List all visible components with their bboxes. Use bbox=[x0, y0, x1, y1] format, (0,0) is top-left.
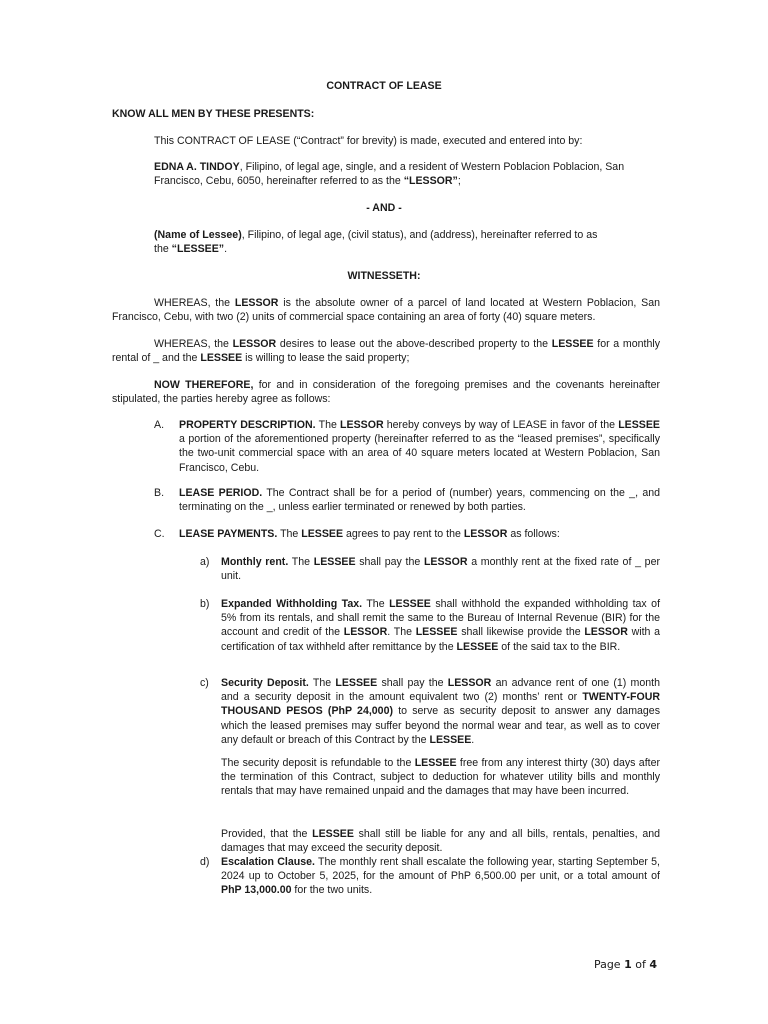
sub-c-b3: TWENTY-FOUR THOUSAND PESOS (PhP 24,000) bbox=[221, 691, 660, 718]
sub-d-heading: Escalation Clause. bbox=[221, 856, 315, 868]
item-a-t3: a portion of the aforementioned property (hereinafter referred to as the “leased premises”, specifically the two-unit commercial space with an area of 40 square meters located at Western Poblacion, San Francisco, Cebu. bbox=[179, 433, 660, 474]
sub-c-b2: LESSOR bbox=[447, 677, 492, 689]
sub-b-text bbox=[221, 597, 660, 654]
item-property-description bbox=[154, 418, 660, 475]
know-all-heading: KNOW ALL MEN BY THESE PRESENTS: bbox=[112, 108, 315, 120]
sub-b-b1: LESSEE bbox=[389, 598, 431, 610]
whereas1-text-c: is the absolute owner of a parcel of land located at Western Poblacion, San Francisco, Cebu, with two (2) units of commercial space containing an area of forty (40) square meters. bbox=[112, 297, 660, 324]
witnesseth-heading: WITNESSETH: bbox=[347, 270, 421, 282]
lessor-text: , Filipino, of legal age, single, and a resident of Western Poblacion Poblacion, San Francisco, Cebu, 6050, hereinafter referred to as the bbox=[154, 161, 625, 188]
page-number: 1 bbox=[624, 958, 632, 971]
sub-b-b2: LESSOR bbox=[343, 626, 388, 639]
refund-paragraph bbox=[221, 756, 660, 799]
sub-a-text bbox=[221, 555, 660, 583]
sub-b-b4: LESSOR bbox=[584, 626, 628, 639]
whereas1-text-a: WHEREAS, the bbox=[154, 297, 235, 309]
whereas2-lessor: LESSOR bbox=[232, 338, 277, 350]
lessor-name: EDNA A. TINDOY bbox=[154, 161, 240, 173]
lessee-text: , Filipino, of legal age, (civil status), and (address), hereinafter referred to as the bbox=[154, 229, 598, 256]
item-c-t3: as follows: bbox=[507, 528, 560, 540]
sub-c-text bbox=[221, 676, 660, 747]
item-b-body: The Contract shall be for a period of (number) years, commencing on the _, and terminating on the _, unless earlier terminated or renewed by both parties. bbox=[179, 487, 660, 514]
now-therefore-lead: NOW THEREFORE, bbox=[154, 379, 254, 391]
sub-c-heading: Security Deposit. bbox=[221, 677, 309, 689]
sub-a-t2: shall pay the bbox=[355, 556, 424, 568]
item-a-heading: PROPERTY DESCRIPTION. bbox=[179, 419, 316, 431]
item-a-marker: A. bbox=[154, 419, 165, 431]
item-c-text bbox=[179, 527, 660, 541]
of-word: of bbox=[631, 958, 650, 971]
whereas1-lessor: LESSOR bbox=[234, 297, 279, 309]
provided-b1: LESSEE bbox=[312, 828, 354, 840]
item-a-t1: The bbox=[315, 419, 341, 431]
lessor-paragraph bbox=[154, 160, 660, 188]
sub-withholding-tax bbox=[200, 597, 660, 654]
page-footer bbox=[594, 958, 657, 972]
item-b-text bbox=[179, 486, 660, 514]
lessor-end: ; bbox=[457, 175, 461, 188]
item-lease-period bbox=[154, 486, 660, 514]
whereas2-lessee-2: LESSEE bbox=[200, 352, 243, 365]
sub-a-b2: LESSOR bbox=[423, 556, 468, 568]
whereas2-text-c: desires to lease out the above-described property to the bbox=[276, 338, 552, 350]
sub-b-t2: shall withhold the expanded withholding tax of 5% from its rentals, and shall remit the same to the Bureau of Internal Revenue (BIR) for the account and credit of the bbox=[221, 598, 661, 639]
now-therefore-text: for and in consideration of the foregoing premises and the covenants hereinafter stipulated, the parties hereby agree as follows: bbox=[112, 379, 661, 406]
sub-d-t1: The monthly rent shall escalate the following year, starting September 5, 2024 up to October 5, 2025, for the amount of PhP 6,500.00 per unit, or a total amount of bbox=[221, 856, 660, 883]
whereas2-text-e: for a monthly rental of _ and the bbox=[112, 338, 660, 365]
page-total: 4 bbox=[649, 958, 657, 971]
sub-c-t2: shall pay the bbox=[377, 677, 448, 689]
sub-c-t3: an advance rent of one (1) month and a security deposit in the amount equivalent two (2) months’ rent or bbox=[221, 677, 660, 704]
lessee-paragraph bbox=[154, 228, 606, 256]
sub-b-b5: LESSEE bbox=[456, 640, 499, 653]
provided-t2: shall still be liable for any and all bills, rentals, penalties, and damages that may exceed the security deposit. bbox=[221, 828, 660, 855]
item-b-heading: LEASE PERIOD. bbox=[179, 487, 263, 499]
now-therefore-paragraph bbox=[112, 378, 660, 406]
sub-c-t5: . bbox=[471, 733, 475, 746]
sub-c-b1: LESSEE bbox=[335, 677, 378, 689]
item-c-b1: LESSEE bbox=[301, 528, 344, 540]
item-c-heading: LEASE PAYMENTS. bbox=[179, 528, 278, 540]
whereas-paragraph-2 bbox=[112, 337, 660, 365]
sub-b-t4: shall likewise provide the bbox=[457, 626, 585, 639]
sub-b-t6: of the said tax to the BIR. bbox=[498, 640, 621, 653]
intro-paragraph: This CONTRACT OF LEASE (“Contract” for brevity) is made, executed and entered into by: bbox=[154, 135, 583, 147]
item-a-b2: LESSEE bbox=[618, 419, 660, 431]
sub-escalation-clause bbox=[200, 855, 660, 898]
item-c-t1: The bbox=[277, 528, 302, 540]
sub-a-heading: Monthly rent. bbox=[221, 556, 289, 568]
lessee-role: “LESSEE” bbox=[171, 243, 225, 256]
sub-d-t2: for the two units. bbox=[291, 884, 373, 897]
sub-a-b1: LESSEE bbox=[313, 556, 356, 568]
sub-b-marker: b) bbox=[200, 598, 210, 610]
sub-b-b3: LESSEE bbox=[415, 626, 458, 639]
item-a-b1: LESSOR bbox=[340, 419, 384, 431]
and-separator: - AND - bbox=[366, 202, 402, 214]
whereas2-text-g: is willing to lease the said property; bbox=[242, 352, 410, 365]
sub-a-marker: a) bbox=[200, 556, 210, 568]
sub-c-t4: to serve as security deposit to answer any damages which the leased premises may suffer beyond the normal wear and tear, as well as to cover any default or breach of this Contract by the bbox=[221, 705, 660, 746]
sub-b-t3: . The bbox=[387, 626, 416, 639]
sub-d-b1: PhP 13,000.00 bbox=[221, 884, 292, 897]
refund-b1: LESSEE bbox=[414, 757, 457, 769]
sub-b-t1: The bbox=[362, 598, 390, 610]
refund-t1: The security deposit is refundable to the bbox=[221, 757, 415, 769]
sub-a-t1: The bbox=[288, 556, 314, 568]
item-lease-payments bbox=[154, 527, 660, 541]
sub-d-marker: d) bbox=[200, 856, 210, 868]
lessee-end: . bbox=[224, 243, 228, 256]
provided-t1: Provided, that the bbox=[221, 828, 313, 840]
sub-d-text bbox=[221, 855, 660, 898]
sub-c-b4: LESSEE bbox=[429, 733, 472, 746]
whereas-paragraph-1 bbox=[112, 296, 660, 324]
item-c-marker: C. bbox=[154, 528, 165, 540]
item-a-text bbox=[179, 418, 660, 475]
sub-security-deposit bbox=[200, 676, 660, 747]
lessor-role: “LESSOR” bbox=[403, 175, 458, 188]
sub-b-heading: Expanded Withholding Tax. bbox=[221, 598, 363, 610]
sub-a-t3: a monthly rent at the fixed rate of _ per unit. bbox=[221, 556, 660, 583]
sub-c-marker: c) bbox=[200, 677, 209, 689]
page-word: Page bbox=[593, 958, 625, 971]
item-b-marker: B. bbox=[154, 487, 165, 499]
whereas2-text-a: WHEREAS, the bbox=[154, 338, 233, 350]
item-c-b2: LESSOR bbox=[463, 528, 508, 540]
item-a-t2: hereby conveys by way of LEASE in favor of the bbox=[383, 419, 619, 431]
item-c-t2: agrees to pay rent to the bbox=[343, 528, 464, 540]
sub-monthly-rent bbox=[200, 555, 660, 583]
refund-t2: free from any interest thirty (30) days after the termination of this Contract, subject to deduction for whatever utility bills and monthly rentals that may have remained unpaid and the damages that may have been incurred. bbox=[221, 757, 661, 798]
whereas2-lessee: LESSEE bbox=[551, 338, 594, 350]
sub-b-t5: with a certification of tax withheld after remittance by the bbox=[221, 626, 660, 653]
sub-c-t1: The bbox=[308, 677, 336, 689]
document-title: CONTRACT OF LEASE bbox=[326, 80, 442, 92]
lessee-name: (Name of Lessee) bbox=[154, 229, 242, 241]
provided-paragraph bbox=[221, 827, 660, 855]
